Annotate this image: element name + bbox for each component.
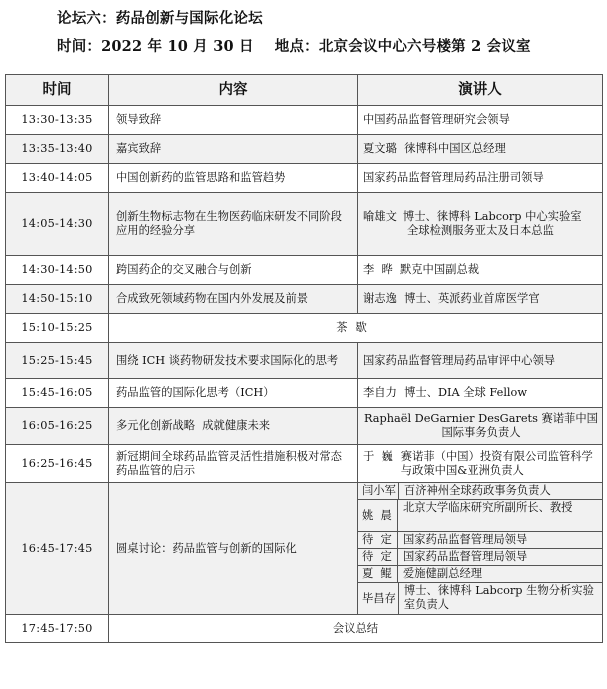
row-speaker: 李自力 博士、DIA 全球 Fellow xyxy=(358,379,603,408)
agenda-row xyxy=(6,445,603,483)
panelist xyxy=(358,566,602,583)
row-time: 13:35-13:40 xyxy=(6,135,109,164)
panel-list xyxy=(358,483,603,615)
row-speaker: 夏文璐 徕博科中国区总经理 xyxy=(358,135,603,164)
row-speaker xyxy=(358,193,603,256)
row-speaker: 谢志逸 博士、英派药业首席医学官 xyxy=(358,285,603,314)
row-topic: 药品监管的国际化思考（ICH） xyxy=(109,379,358,408)
row-topic: 新冠期间全球药品监管灵活性措施积极对常态药品监管的启示 xyxy=(109,445,358,483)
panelist xyxy=(358,583,602,614)
panelist-role: 爱施健副总经理 xyxy=(403,567,483,580)
row-time: 16:05-16:25 xyxy=(6,408,109,445)
panelist-role: 北京大学临床研究所副所长、教授 xyxy=(403,501,573,514)
speaker-name: 喻雄文 xyxy=(363,210,397,223)
panelist-name: 姚 晨 xyxy=(358,500,398,531)
column-header-time: 时间 xyxy=(6,75,109,106)
panelist-role: 国家药品监督管理局领导 xyxy=(403,550,528,563)
panelist xyxy=(358,483,602,500)
agenda-row xyxy=(6,343,603,379)
tea-break: 茶歇 xyxy=(109,314,603,343)
agenda-row xyxy=(6,106,603,135)
row-time: 15:10-15:25 xyxy=(6,314,109,343)
row-speaker: 中国药品监督管理研究会领导 xyxy=(358,106,603,135)
row-topic: 多元化创新战略 成就健康未来 xyxy=(109,408,358,445)
row-topic: 圆桌讨论：药品监管与创新的国际化 xyxy=(109,483,358,615)
speaker-title: 赛诺菲（中国）投资有限公司监管科学与政策中国&亚洲负责人 xyxy=(400,449,593,477)
agenda-row xyxy=(6,164,603,193)
panelist xyxy=(358,549,602,566)
agenda-header-row xyxy=(6,75,603,106)
row-time: 17:45-17:50 xyxy=(6,615,109,643)
row-time: 14:05-14:30 xyxy=(6,193,109,256)
row-topic: 围绕 ICH 谈药物研发技术要求国际化的思考 xyxy=(109,343,358,379)
panelist xyxy=(358,500,602,532)
row-time: 15:45-16:05 xyxy=(6,379,109,408)
row-speaker xyxy=(358,445,603,483)
agenda-row xyxy=(6,314,603,343)
row-speaker: 国家药品监督管理局药品注册司领导 xyxy=(358,164,603,193)
speaker-title-line: 全球检测服务亚太及日本总监 xyxy=(407,224,554,237)
row-topic: 嘉宾致辞 xyxy=(109,135,358,164)
row-topic: 领导致辞 xyxy=(109,106,358,135)
row-time: 13:40-14:05 xyxy=(6,164,109,193)
row-topic: 创新生物标志物在生物医药临床研发不同阶段应用的经验分享 xyxy=(109,193,358,256)
agenda-row xyxy=(6,193,603,256)
agenda-row xyxy=(6,408,603,445)
row-time: 14:30-14:50 xyxy=(6,256,109,285)
agenda-row xyxy=(6,256,603,285)
row-speaker: Raphaël DeGarnier DesGarets 赛诺菲中国国际事务负责人 xyxy=(358,408,603,445)
row-time: 16:45-17:45 xyxy=(6,483,109,615)
panelist-name: 夏 鲲 xyxy=(358,566,398,582)
agenda-table xyxy=(5,74,603,643)
row-topic: 中国创新药的监管思路和监管趋势 xyxy=(109,164,358,193)
row-speaker: 国家药品监督管理局药品审评中心领导 xyxy=(358,343,603,379)
panelist-name: 待 定 xyxy=(358,549,398,565)
row-time: 14:50-15:10 xyxy=(6,285,109,314)
agenda-row xyxy=(6,615,603,643)
row-time: 13:30-13:35 xyxy=(6,106,109,135)
row-speaker: 李 晔 默克中国副总裁 xyxy=(358,256,603,285)
row-topic: 合成致死领域药物在国内外发展及前景 xyxy=(109,285,358,314)
panelist-name: 待 定 xyxy=(358,532,398,548)
column-header-speaker: 演讲人 xyxy=(358,75,603,106)
forum-time-location: 时间：2022 年 10 月 30 日 地点：北京会议中心六号楼第 2 会议室 xyxy=(57,38,531,55)
panelist-role: 博士、徕博科 Labcorp 生物分析实验室负责人 xyxy=(403,584,594,611)
agenda-row xyxy=(6,379,603,408)
speaker-title-line: 博士、徕博科 Labcorp 中心实验室 xyxy=(402,210,582,223)
closing-summary: 会议总结 xyxy=(109,615,603,643)
agenda-row xyxy=(6,483,603,615)
panelist-role: 百济神州全球药政事务负责人 xyxy=(403,484,551,497)
row-topic: 跨国药企的交叉融合与创新 xyxy=(109,256,358,285)
panelist-name: 毕昌存 xyxy=(358,583,399,614)
column-header-content: 内容 xyxy=(109,75,358,106)
agenda-row xyxy=(6,135,603,164)
panelist xyxy=(358,532,602,549)
speaker-name: 于 巍 xyxy=(363,449,393,463)
row-time: 15:25-15:45 xyxy=(6,343,109,379)
agenda-row xyxy=(6,285,603,314)
row-time: 16:25-16:45 xyxy=(6,445,109,483)
panelist-role: 国家药品监督管理局领导 xyxy=(403,533,528,546)
forum-title: 论坛六：药品创新与国际化论坛 xyxy=(57,10,263,27)
panelist-name: 闫小军 xyxy=(358,483,399,499)
